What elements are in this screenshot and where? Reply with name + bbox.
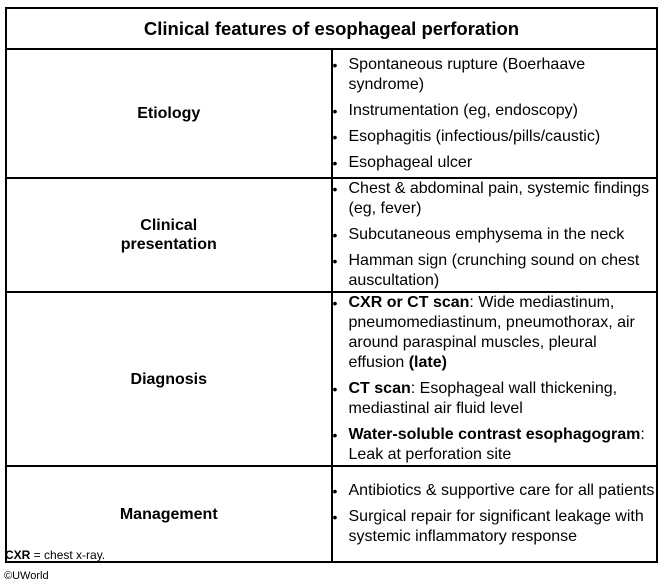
row-content-management <box>332 466 658 562</box>
bullet-icon: • <box>332 253 338 269</box>
bullet-icon: • <box>332 102 338 119</box>
bullet-icon: • <box>332 154 338 171</box>
list-item: • CT scan: Esophageal wall thickening, mediastinal air fluid level <box>332 380 618 417</box>
list-item: • CXR or CT scan: Wide mediastinum, pneumomediastinum, pneumothorax, air around paraspinal muscles, pleural effusion (late) <box>332 294 635 371</box>
features-table <box>5 7 658 563</box>
list-item: • Surgical repair for significant leakage with systemic inflammatory response <box>332 508 644 545</box>
list-item: • Subcutaneous emphysema in the neck <box>332 226 625 243</box>
row-label-management: Management <box>6 466 332 562</box>
bullet-icon: • <box>332 56 338 73</box>
list-item: • Hamman sign (crunching sound on chest auscultation) <box>332 252 640 289</box>
row-label-etiology: Etiology <box>6 49 332 178</box>
feature-table-container <box>5 7 658 563</box>
row-content-diagnosis <box>332 292 658 466</box>
bullet-icon: • <box>332 509 338 525</box>
bullet-icon: • <box>332 181 338 197</box>
row-label-diagnosis: Diagnosis <box>6 292 332 466</box>
row-content-clinical-presentation <box>332 178 658 292</box>
bullet-icon: • <box>332 483 338 499</box>
row-label-clinical-presentation: Clinical presentation <box>6 178 332 292</box>
list-item: • Spontaneous rupture (Boerhaave syndrome) <box>332 55 586 93</box>
list-item: • Esophagitis (infectious/pills/caustic) <box>332 127 601 145</box>
list-item: • Esophageal ulcer <box>332 153 473 171</box>
table-row-diagnosis <box>6 292 657 466</box>
bullet-icon: • <box>332 381 338 397</box>
row-content-etiology <box>332 49 658 178</box>
bullet-icon: • <box>332 295 338 311</box>
table-row-etiology <box>6 49 657 178</box>
title-row <box>6 8 657 49</box>
bullet-icon: • <box>332 128 338 145</box>
list-item: • Water-soluble contrast esophagogram: Leak at perforation site <box>332 426 645 463</box>
copyright-notice: ©UWorld <box>4 570 49 582</box>
list-item: • Instrumentation (eg, endoscopy) <box>332 101 578 119</box>
bullet-icon: • <box>332 227 338 243</box>
list-item: • Antibiotics & supportive care for all patients <box>332 482 655 499</box>
table-row-clinical-presentation <box>6 178 657 292</box>
footnote: CXR = chest x-ray. <box>5 548 106 562</box>
bullet-icon: • <box>332 427 338 443</box>
table-title: Clinical features of esophageal perforation <box>6 8 657 49</box>
list-item: • Chest & abdominal pain, systemic findings (eg, fever) <box>332 180 650 217</box>
